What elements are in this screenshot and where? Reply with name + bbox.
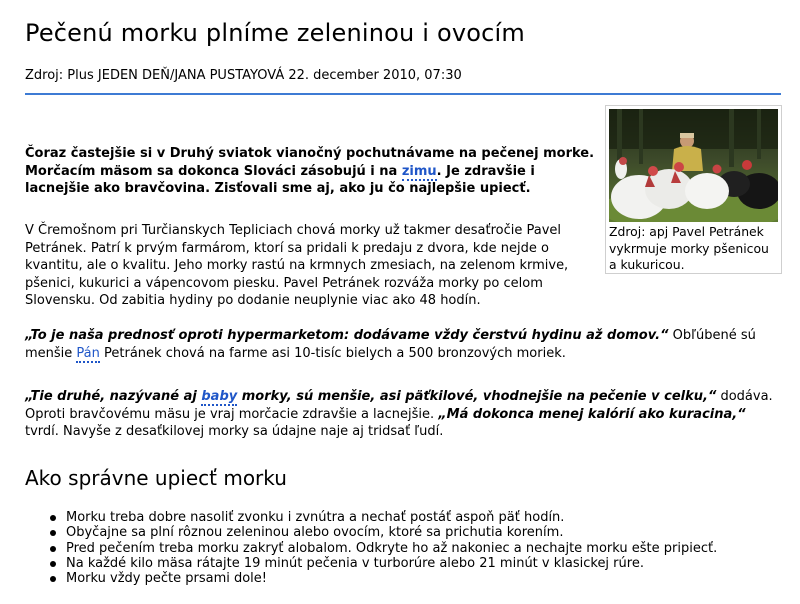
quote-delivery: „To je naša prednosť oproti hypermarketom: dodávame vždy čerstvú hydinu až domov.“ — [25, 328, 669, 343]
paragraph-quote-delivery — [25, 327, 775, 362]
photo-figure — [605, 105, 782, 274]
photo-caption: Zdroj: apj Pavel Petránek vykrmuje morky pšenicou a kukuricou. — [609, 224, 769, 272]
keyword-link-zimu[interactable]: zimu — [401, 163, 437, 179]
paragraph-text-end: tvrdí. Navyše z desaťkilovej morky sa údajne naje aj tridsať ľudí. — [25, 424, 444, 439]
paragraph-text: dodáva. Oproti bravčovému mäsu je vraj morčacie zdravšie a lacnejšie. — [25, 389, 773, 422]
tips-list-item: Na každé kilo mäsa rátajte 19 minút pečenia v turborúre alebo 21 minút v klasickej rúre. — [25, 556, 717, 571]
keyword-link-baby[interactable]: baby — [201, 389, 238, 404]
tips-heading: Ako správne upiecť morku — [25, 466, 287, 490]
lead-text: Čoraz častejšie si v Druhý sviatok vianočný pochutnávame na pečenej morke. Morčacím mäsom sa dokonca Slováci zásobujú i na — [25, 146, 595, 179]
keyword-link-pan[interactable]: Pán — [76, 345, 100, 361]
tips-list-item: Pred pečením treba morku zakryť alobalom. Odkryte ho až nakoniec a nechajte morku ešte pripiecť. — [25, 541, 717, 556]
article-title: Pečenú morku plníme zeleninou i ovocím — [25, 19, 525, 47]
lead-text-end: . Je zdravšie i lacnejšie ako bravčovina. Zisťovali sme aj, ako ju čo najlepšie upiecť. — [25, 163, 535, 196]
paragraph-farm: V Čremošnom pri Turčianskych Tepliciach chová morky už takmer desaťročie Pavel Petránek. Patrí k prvým farmárom, ktorí sa pridali k predaju z dvora, kde nejde o kvantitu, ale o kvalitu. Jeho morky rastú na krmnych zmesiach, na zelenom krmive, pšenici, kukurici a vápencovom piesku. Pavel Petránek rozváža morky po celom Slovensku. Od zabitia hydiny po dodanie neuplynie viac ako 48 hodín. — [25, 223, 569, 308]
tips-list — [25, 510, 717, 586]
quote-baby-start: „Tie druhé, nazývané aj — [25, 389, 202, 404]
tips-list-item: Morku vždy pečte prsami dole! — [25, 571, 717, 586]
paragraph-quote-baby — [25, 388, 775, 441]
turkey-farm-photo — [609, 109, 778, 222]
paragraph-text-end: Petránek chová na farme asi 10-tisíc bielych a 500 bronzových moriek. — [99, 345, 566, 361]
article-source-line: Zdroj: Plus JEDEN DEŇ/JANA PUSTAYOVÁ 22. december 2010, 07:30 — [25, 68, 462, 83]
paragraph-text: Obľúbené sú menšie — [25, 328, 756, 361]
tips-list-item: Obyčajne sa plní rôznou zeleninou alebo ovocím, ktoré sa prichutia korením. — [25, 525, 717, 540]
title-divider — [25, 93, 781, 95]
article-lead — [25, 145, 600, 198]
tips-list-item: Morku treba dobre nasoliť zvonku i zvnútra a nechať postáť aspoň päť hodín. — [25, 510, 717, 525]
quote-calories: „Má dokonca menej kalórií ako kuracina,“ — [438, 406, 746, 422]
quote-baby-end: morky, sú menšie, asi päťkilové, vhodnejšie na pečenie v celku,“ — [237, 389, 717, 404]
